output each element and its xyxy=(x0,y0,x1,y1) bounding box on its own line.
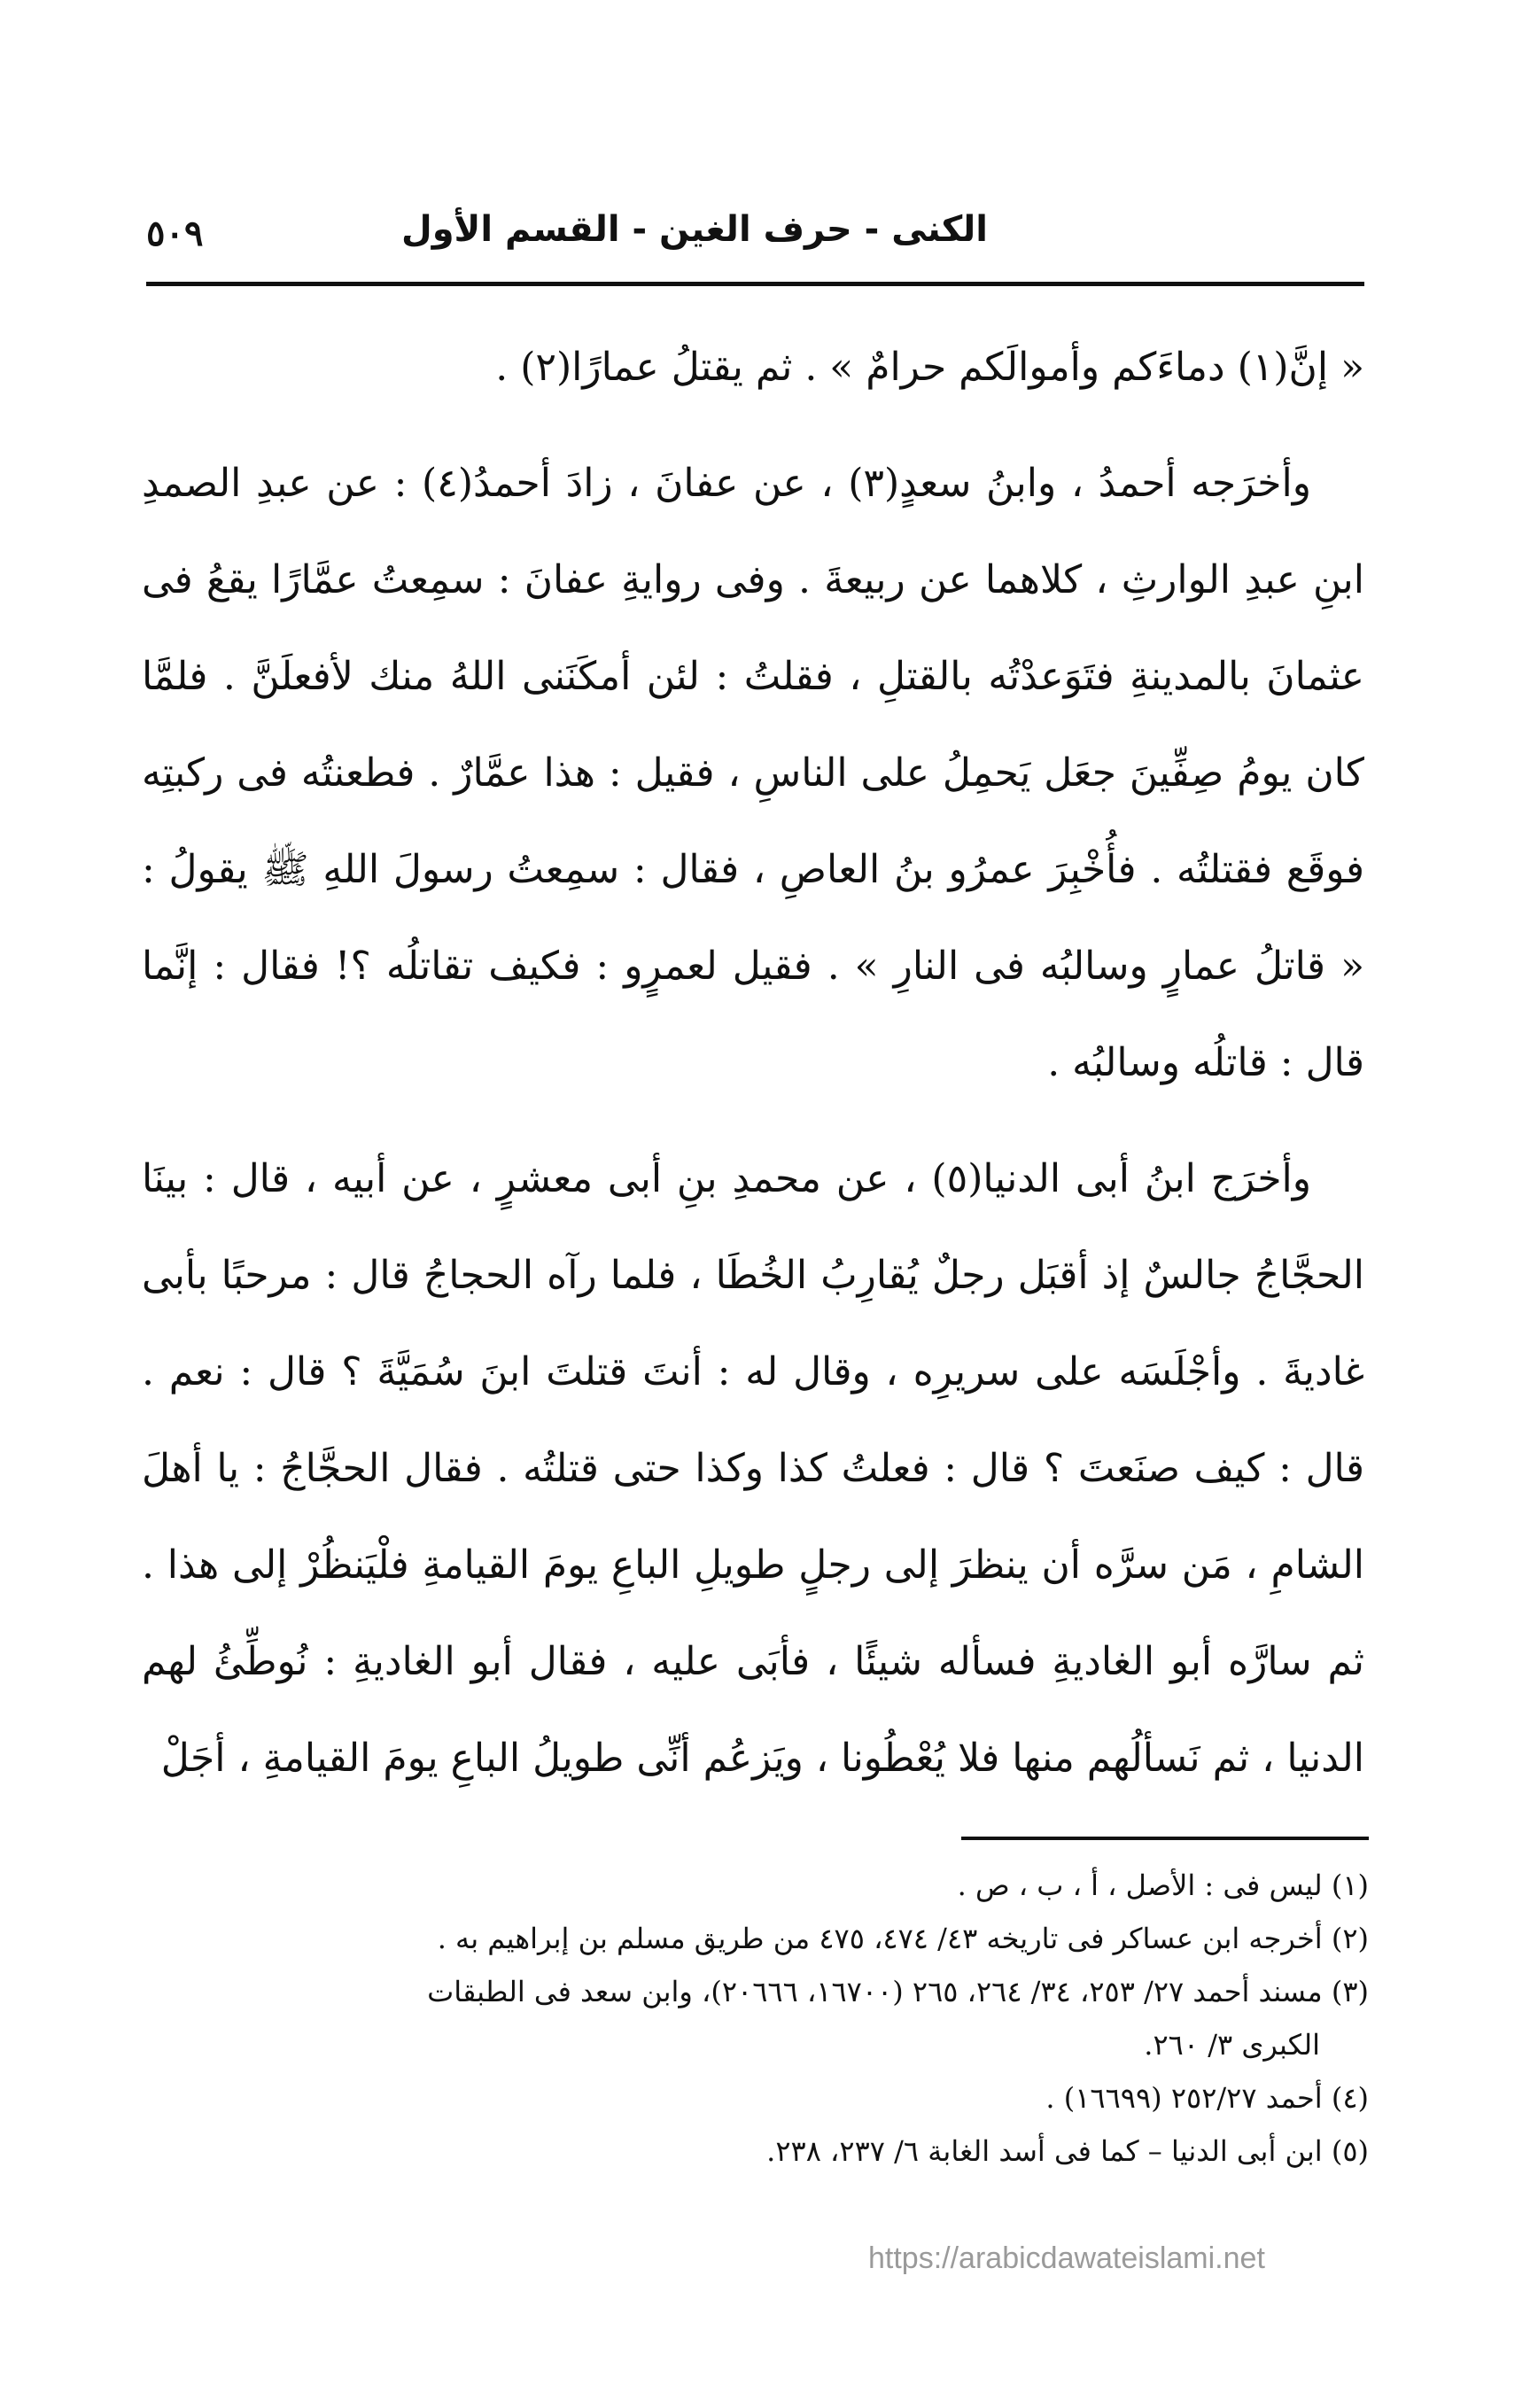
page-number: ٥٠٩ xyxy=(146,213,204,254)
footnote-2: (٢) أخرجه ابن عساكر فى تاريخه ٤٣/ ٤٧٤، ٤٧٥ من طريق مسلم بن إبراهيم به . xyxy=(437,1922,1369,1955)
paragraph-3: وأخرَج ابنُ أبى الدنيا(٥) ، عن محمدِ بنِ أبى معشرٍ ، عن أبيه ، قال : بينَا الحجَّاجُ جالسٌ إذ أقبَل رجلٌ يُقارِبُ الخُطَا ، فلما رآه الحجاجُ قال : مرحبًا بأبى غاديةَ . وأجْلَسَه على سريرِه ، وقال له : أنتَ قتلتَ ابنَ سُمَيَّةَ ؟ قال : نعم . قال : كيف صنَعتَ ؟ قال : فعلتُ كذا وكذا حتى قتلتُه . فقال الحجَّاجُ : يا أهلَ الشامِ ، مَن سرَّه أن ينظرَ إلى رجلٍ طويلِ الباعِ يومَ القيامةِ فلْيَنظُرْ إلى هذا . ثم سارَّه أبو الغاديةِ فسأله شيئًا ، فأبَى عليه ، فقال أبو الغاديةِ : نُوطِّئُ لهم الدنيا ، ثم نَسألُهم منها فلا يُعْطُونا ، ويَزعُم أنِّى طويلُ الباعِ يومَ القيامةِ ، أجَلْ xyxy=(142,1156,1365,1781)
header-rule xyxy=(146,282,1364,286)
footnotes xyxy=(133,1859,1369,2178)
footnote-3-continued: الكبرى ٣/ ٢٦٠. xyxy=(1144,2028,1320,2062)
footnote-3: (٣) مسند أحمد ٢٧/ ٢٥٣، ٣٤/ ٢٦٤، ٢٦٥ (١٦٧٠٠، ٢٠٦٦٦)، وابن سعد فى الطبقات xyxy=(427,1975,1369,2008)
running-title: الكنى - حرف الغين - القسم الأول xyxy=(400,209,988,250)
footnote-1: (١) ليس فى : الأصل ، أ ، ب ، ص . xyxy=(957,1868,1369,1902)
footnote-4: (٤) أحمد ٢٥٢/٢٧ (١٦٦٩٩) . xyxy=(1045,2081,1369,2115)
page-header xyxy=(146,204,1369,275)
paragraph-2: وأخرَجه أحمدُ ، وابنُ سعدٍ(٣) ، عن عفانَ ، زادَ أحمدُ(٤) : عن عبدِ الصمدِ ابنِ عبدِ الوارثِ ، كلاهما عن ربيعةَ . وفى روايةِ عفانَ : سمِعتُ عمَّارًا يقعُ فى عثمانَ بالمدينةِ فتَوَعدْتُه بالقتلِ ، فقلتُ : لئن أمكَنَنى اللهُ منك لأفعلَنَّ . فلمَّا كان يومُ صِفِّينَ جعَل يَحمِلُ على الناسِ ، فقيل : هذا عمَّارٌ . فطعنتُه فى ركبتِه فوقَع فقتلتُه . فأُخْبِرَ عمرُو بنُ العاصِ ، فقال : سمِعتُ رسولَ اللهِ ﷺ يقولُ : « قاتلُ عمارٍ وسالبُه فى النارِ » . فقيل لعمرٍو : فكيف تقاتلُه ؟! فقال : إنَّما قال : قاتلُه وسالبُه . xyxy=(142,461,1364,1085)
footnote-rule xyxy=(961,1837,1369,1840)
footnote-5: (٥) ابن أبى الدنيا – كما فى أسد الغابة ٦/ ٢٣٧، ٢٣٨. xyxy=(766,2134,1369,2168)
paragraph-1: « إنَّ(١) دماءَكم وأموالَكم حرامٌ » . ثم يقتلُ عمارًا(٢) . xyxy=(495,345,1364,390)
main-text xyxy=(142,319,1364,1806)
watermark-url: https://arabicdawateislami.net xyxy=(868,2241,1265,2275)
